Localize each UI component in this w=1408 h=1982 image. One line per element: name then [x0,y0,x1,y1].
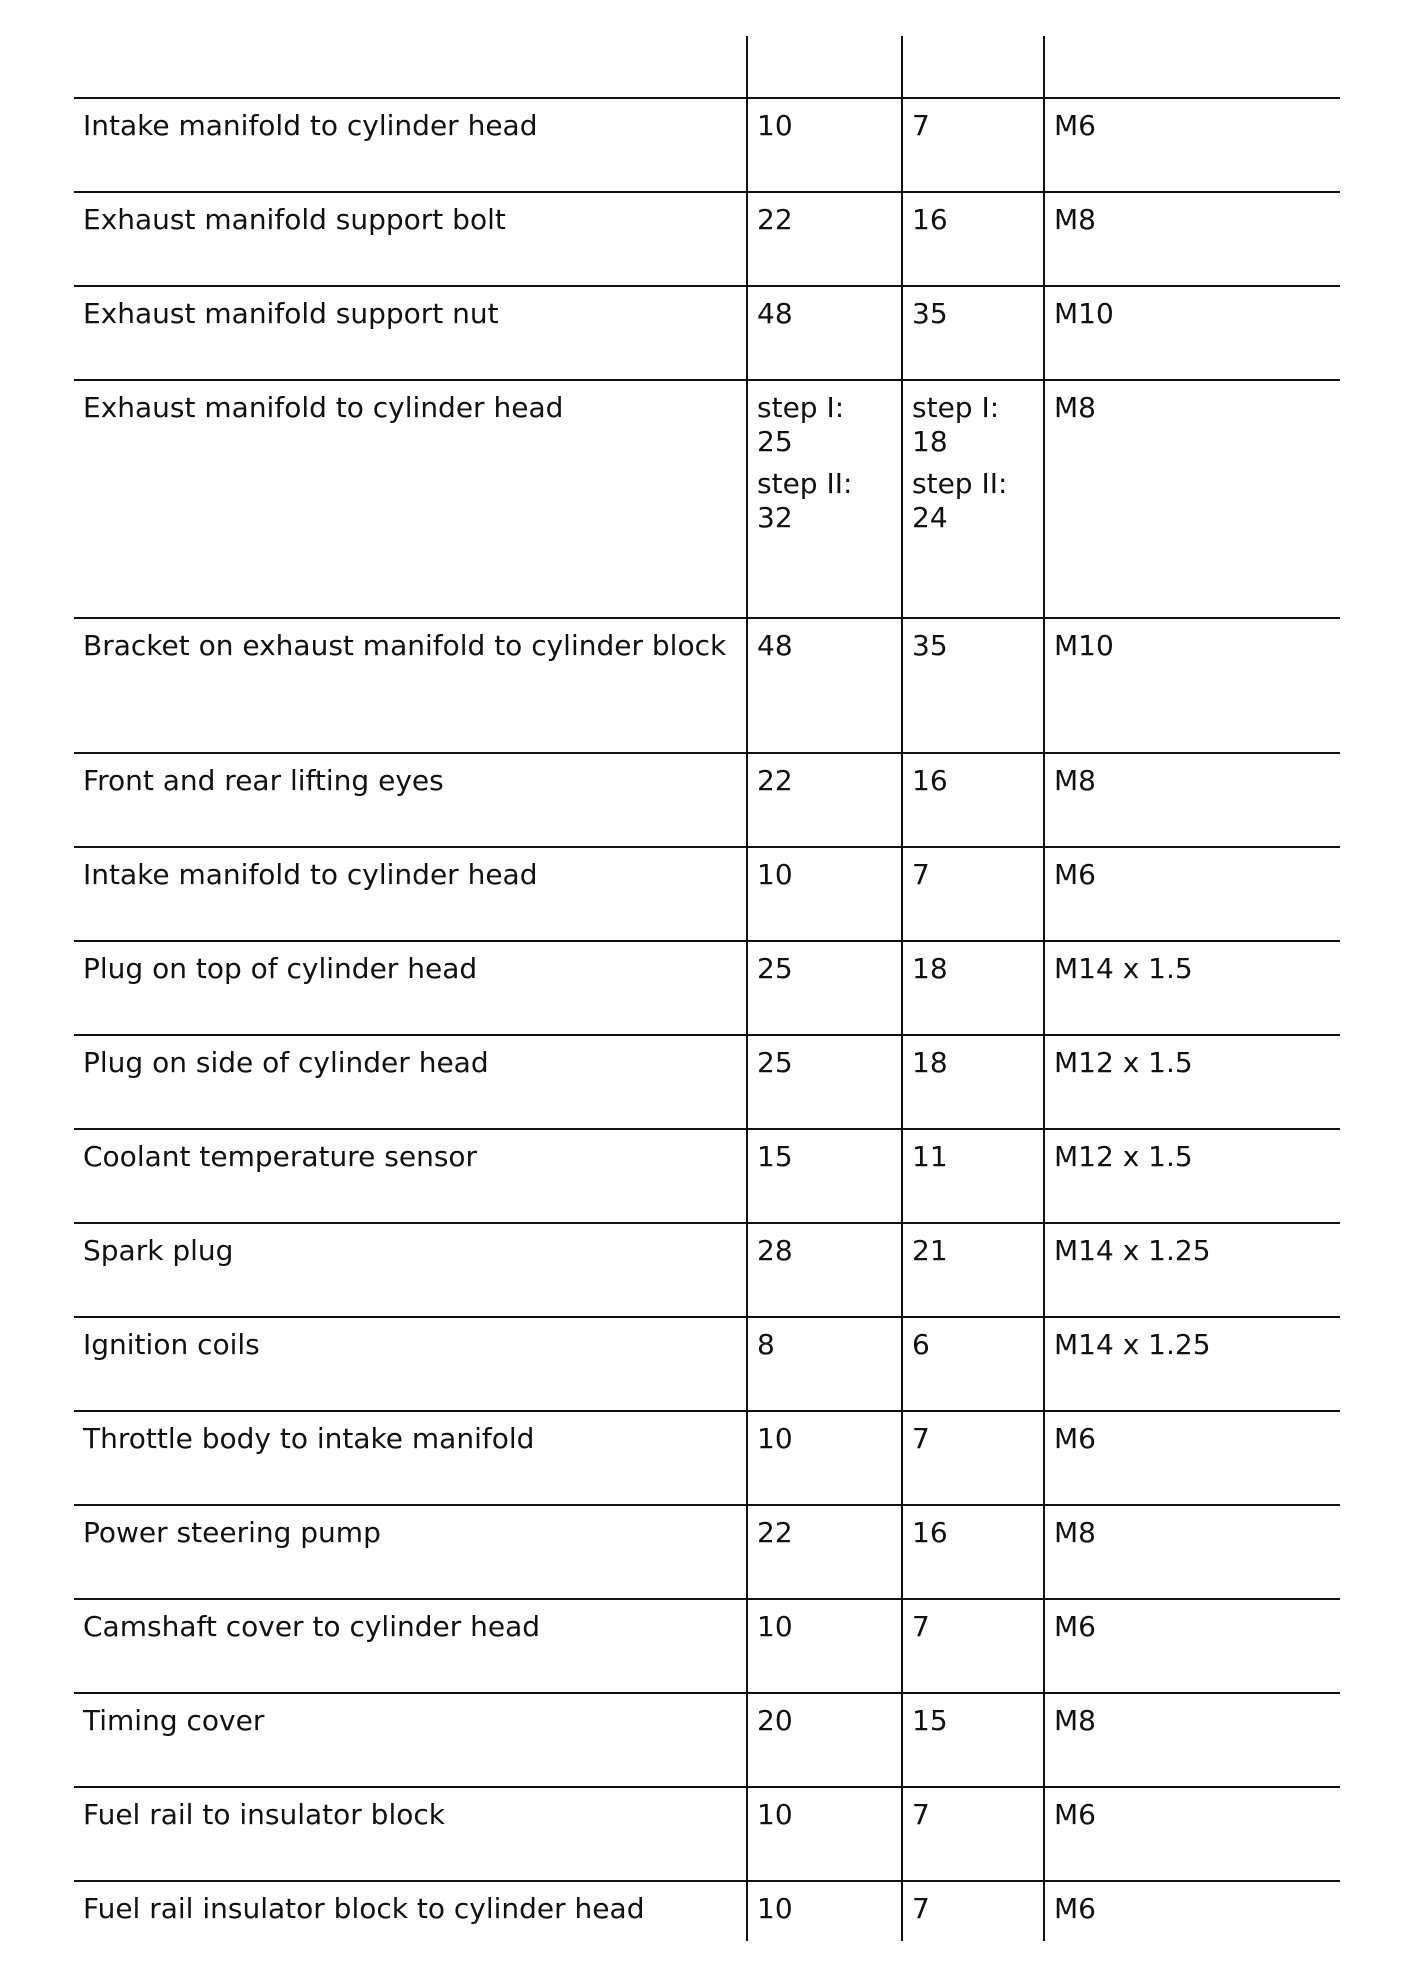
description-cell: Spark plug [74,1223,747,1317]
torque-nm-cell: 22 [747,1505,902,1599]
torque-lbft-cell: 16 [902,1505,1044,1599]
description-cell: Power steering pump [74,1505,747,1599]
torque-lbft-cell: 15 [902,1693,1044,1787]
thread-size-cell: M6 [1044,98,1340,192]
step-2-value: step II: 24 [912,467,1008,534]
thread-size-cell: M14 x 1.5 [1044,941,1340,1035]
torque-nm-cell: 28 [747,1223,902,1317]
thread-size-cell: M10 [1044,286,1340,380]
table-row [74,1599,1340,1693]
torque-nm-cell [747,380,902,618]
torque-nm-cell: 22 [747,753,902,847]
table-row [74,1505,1340,1599]
torque-nm-cell: 48 [747,618,902,753]
step-1-value: step I: 25 [757,391,845,458]
step-2-value: step II: 32 [757,467,853,534]
table-row [74,98,1340,192]
thread-size-cell: M6 [1044,847,1340,941]
thread-size-cell: M8 [1044,380,1340,618]
torque-lbft-cell [902,380,1044,618]
description-cell: Ignition coils [74,1317,747,1411]
thread-size-cell: M12 x 1.5 [1044,1035,1340,1129]
torque-lbft-cell: 18 [902,1035,1044,1129]
thread-size-cell: M12 x 1.5 [1044,1129,1340,1223]
description-cell: Exhaust manifold support nut [74,286,747,380]
torque-lbft-cell: 16 [902,192,1044,286]
torque-lbft-cell: 11 [902,1129,1044,1223]
thread-size-cell: M6 [1044,1787,1340,1881]
torque-lbft-cell: 7 [902,1881,1044,1941]
table-row [74,1787,1340,1881]
torque-nm-cell: 10 [747,1881,902,1941]
description-cell: Plug on top of cylinder head [74,941,747,1035]
table-row [74,1035,1340,1129]
description-cell: Bracket on exhaust manifold to cylinder block [74,618,747,753]
description-cell: Exhaust manifold to cylinder head [74,380,747,618]
table-row [74,618,1340,753]
description-cell: Fuel rail to insulator block [74,1787,747,1881]
thread-size-cell: M8 [1044,753,1340,847]
header-cell-nm [747,36,902,98]
torque-lbft-cell: 7 [902,1411,1044,1505]
torque-lbft-cell: 7 [902,1787,1044,1881]
step-1-value: step I: 18 [912,391,1000,458]
table-row [74,192,1340,286]
description-cell: Exhaust manifold support bolt [74,192,747,286]
table-row [74,1317,1340,1411]
table-row [74,1129,1340,1223]
table-row [74,1693,1340,1787]
description-cell: Intake manifold to cylinder head [74,98,747,192]
table-header-row [74,36,1340,98]
table-row [74,847,1340,941]
table-row [74,753,1340,847]
header-cell-lbft [902,36,1044,98]
thread-size-cell: M14 x 1.25 [1044,1317,1340,1411]
description-cell: Fuel rail insulator block to cylinder head [83,1892,645,1925]
description-cell: Timing cover [74,1693,747,1787]
header-cell-description [74,36,747,98]
torque-nm-cell: 25 [747,1035,902,1129]
thread-size-cell: M6 [1044,1411,1340,1505]
thread-size-cell: M8 [1044,1693,1340,1787]
torque-nm-cell: 8 [747,1317,902,1411]
table-row [74,380,1340,618]
torque-nm-cell: 10 [747,847,902,941]
torque-lbft-cell: 35 [902,286,1044,380]
torque-lbft-cell: 6 [902,1317,1044,1411]
torque-lbft-cell: 21 [902,1223,1044,1317]
description-cell: Camshaft cover to cylinder head [74,1599,747,1693]
torque-lbft-cell: 7 [902,98,1044,192]
description-cell: Throttle body to intake manifold [74,1411,747,1505]
torque-nm-cell: 10 [747,98,902,192]
torque-nm-cell: 10 [747,1787,902,1881]
thread-size-cell: M8 [1044,192,1340,286]
torque-lbft-cell: 7 [902,1599,1044,1693]
description-cell: Intake manifold to cylinder head [74,847,747,941]
torque-lbft-cell: 35 [902,618,1044,753]
thread-size-cell: M10 [1044,618,1340,753]
header-cell-thread [1044,36,1340,98]
torque-nm-cell: 22 [747,192,902,286]
torque-lbft-cell: 7 [902,847,1044,941]
torque-nm-cell: 48 [747,286,902,380]
torque-lbft-cell: 18 [902,941,1044,1035]
description-cell: Coolant temperature sensor [74,1129,747,1223]
torque-nm-cell: 10 [747,1599,902,1693]
table-row [74,1411,1340,1505]
thread-size-cell: M14 x 1.25 [1044,1223,1340,1317]
thread-size-cell: M6 [1044,1881,1340,1941]
thread-size-cell: M6 [1044,1599,1340,1693]
torque-lbft-cell: 16 [902,753,1044,847]
thread-size-cell: M8 [1044,1505,1340,1599]
table-row [74,1881,1340,1941]
torque-nm-cell: 15 [747,1129,902,1223]
torque-spec-table [74,36,1340,1941]
table-row [74,1223,1340,1317]
table-row [74,941,1340,1035]
table-row [74,286,1340,380]
torque-nm-cell: 25 [747,941,902,1035]
description-cell: Front and rear lifting eyes [74,753,747,847]
torque-nm-cell: 10 [747,1411,902,1505]
description-cell: Plug on side of cylinder head [74,1035,747,1129]
torque-nm-cell: 20 [747,1693,902,1787]
